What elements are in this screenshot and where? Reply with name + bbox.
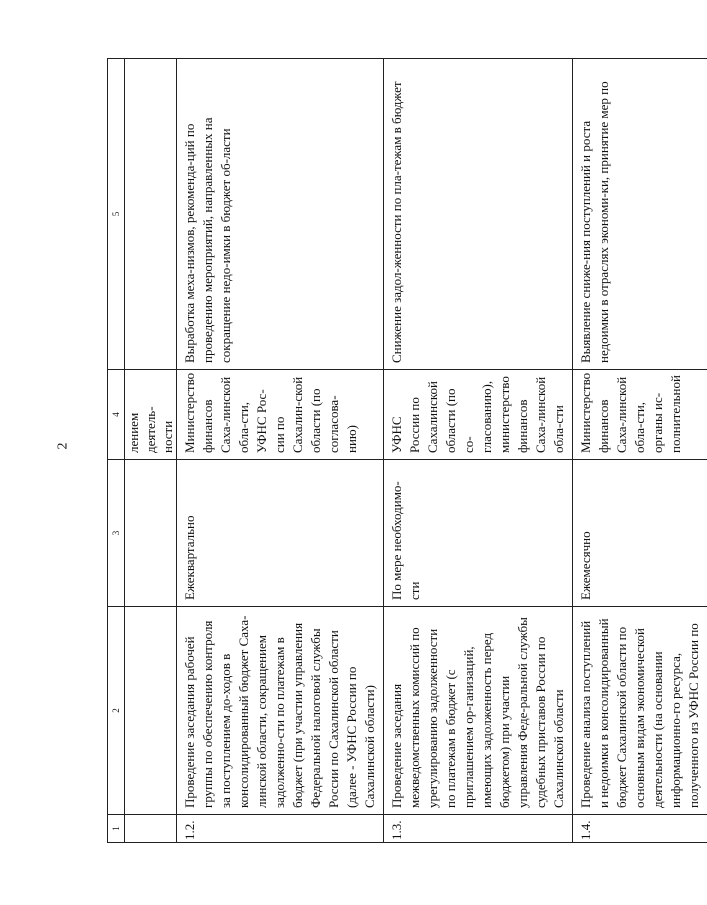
table-row bbox=[177, 59, 384, 843]
row-number: 1.2. bbox=[177, 815, 384, 843]
row-frequency: Ежеквартально bbox=[177, 460, 384, 607]
row-result: Выявление сниже-ния поступлений и роста недоимки в отраслях экономи-ки, принятие мер по bbox=[573, 59, 707, 370]
row-result: Снижение задол-женности по пла-тежам в бюджет bbox=[384, 59, 573, 370]
row-partners: УФНС России по Сахалинской области (по со-гласованию), министерство финансов Саха-линской обла-сти bbox=[384, 370, 573, 460]
row-result bbox=[125, 59, 177, 370]
row-partners: лением деятель-ности bbox=[125, 370, 177, 460]
header-row bbox=[108, 59, 125, 843]
table-row bbox=[125, 59, 177, 843]
measures-table bbox=[107, 58, 707, 843]
row-measure: Проведение заседания межведомственных комиссий по урегулированию задолженности по платежам в бюджет (с приглашением ор-ганизаций, имеющих задолженность перед бюджетом) при участии управления Феде-ральной службы судебных приставов России по Сахалинской области bbox=[384, 607, 573, 815]
row-partners: Министерство финансов Саха-линской обла-сти, УФНС Рос-сии по Сахалин-ской области (по согласова-нию) bbox=[177, 370, 384, 460]
row-measure: Проведение заседания рабочей группы по обеспечению контроля за поступлением до-ходов в консолидированный бюджет Саха-линской области, сокращением задолженно-сти по платежам в бюджет (при участии управления Федеральной налоговой службы России по Сахалинской области (далее - УФНС России по Сахалинской области) bbox=[177, 607, 384, 815]
header-col-2: 2 bbox=[108, 607, 125, 815]
row-frequency: По мере необходимо-сти bbox=[384, 460, 573, 607]
row-number bbox=[125, 815, 177, 843]
rotated-table-container bbox=[107, 59, 701, 843]
header-col-1: 1 bbox=[108, 815, 125, 843]
row-frequency bbox=[125, 460, 177, 607]
row-number: 1.4. bbox=[573, 815, 707, 843]
header-col-5: 5 bbox=[108, 59, 125, 370]
row-number: 1.3. bbox=[384, 815, 573, 843]
header-col-4: 4 bbox=[108, 370, 125, 460]
header-col-3: 3 bbox=[108, 460, 125, 607]
page-number: 2 bbox=[55, 442, 71, 450]
row-partners: Министерство финансов Саха-линской обла-сти, органы ис-полнительной bbox=[573, 370, 707, 460]
row-result: Выработка меха-низмов, рекоменда-ций по проведению мероприятий, направленных на сокращение недо-имки в бюджет об-ласти bbox=[177, 59, 384, 370]
row-frequency: Ежемесячно bbox=[573, 460, 707, 607]
row-measure bbox=[125, 607, 177, 815]
row-measure: Проведение анализа поступлений и недоимки в консолидированный бюджет Сахалинской области по основным видам экономической деятельности (на основании информационно-го ресурса, полученного из УФНС России по bbox=[573, 607, 707, 815]
table-row bbox=[384, 59, 573, 843]
table-row bbox=[573, 59, 707, 843]
